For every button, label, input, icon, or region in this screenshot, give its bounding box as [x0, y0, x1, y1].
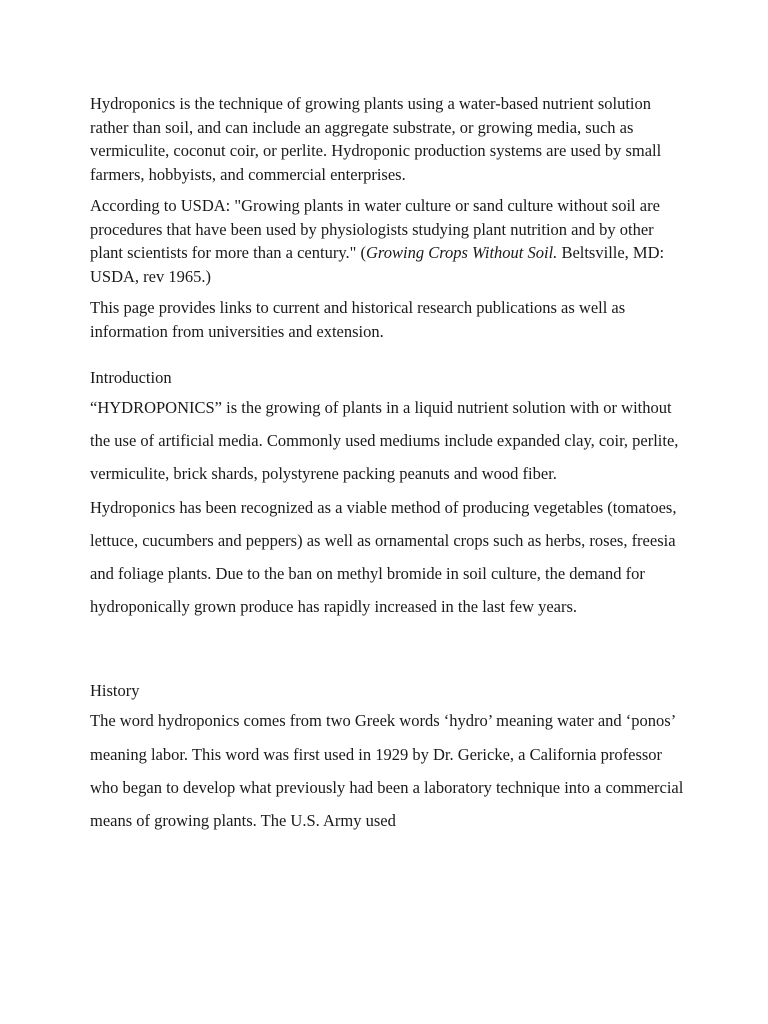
usda-publication-title: Growing Crops Without Soil. [366, 243, 558, 262]
intro-paragraph-page-purpose: This page provides links to current and historical research publications as well as information from universities and extension. [90, 298, 626, 341]
intro-paragraph-definition: Hydroponics is the technique of growing plants using a water-based nutrient solution rather than soil, and can include an aggregate substrate, or growing media, such as vermiculite, coconut coir, or perlite. Hydroponic production systems are used by small farmers, hobbyists, and commercial enterprises. [90, 94, 662, 184]
usda-publication-details: Beltsville, MD: USDA, rev 1965.) [90, 243, 665, 286]
document-page [90, 92, 690, 837]
intro-paragraph-usda-quote [90, 194, 690, 288]
history-heading: History [90, 681, 140, 701]
history-paragraph: The word hydroponics comes from two Greek words ‘hydro’ meaning water and ‘ponos’ meaning labor. This word was first used in 1929 by Dr. Gericke, a California professor who began to develop what previously had been a laboratory technique into a commercial means of growing plants. The U.S. Army used [90, 711, 684, 831]
introduction-paragraph-recognition: Hydroponics has been recognized as a viable method of producing vegetables (tomatoes, lettuce, cucumbers and peppers) as well as ornamental crops such as herbs, roses, freesia and foliage plants. Due to the ban on methyl bromide in soil culture, the demand for hydroponically grown produce has rapidly increased in the last few years. [90, 497, 677, 617]
introduction-paragraph-definition: “HYDROPONICS” is the growing of plants in a liquid nutrient solution with or without the use of artificial media. Commonly used mediums include expanded clay, coir, perlite, vermiculite, brick shards, polystyrene packing peanuts and wood fiber. [90, 398, 679, 484]
usda-quote-text: According to USDA: "Growing plants in water culture or sand culture without soil are procedures that have been used by physiologists studying plant nutrition and by other plant scientists for more than a century." ( [90, 196, 660, 262]
section-spacer [90, 623, 690, 678]
introduction-heading: Introduction [90, 368, 172, 387]
